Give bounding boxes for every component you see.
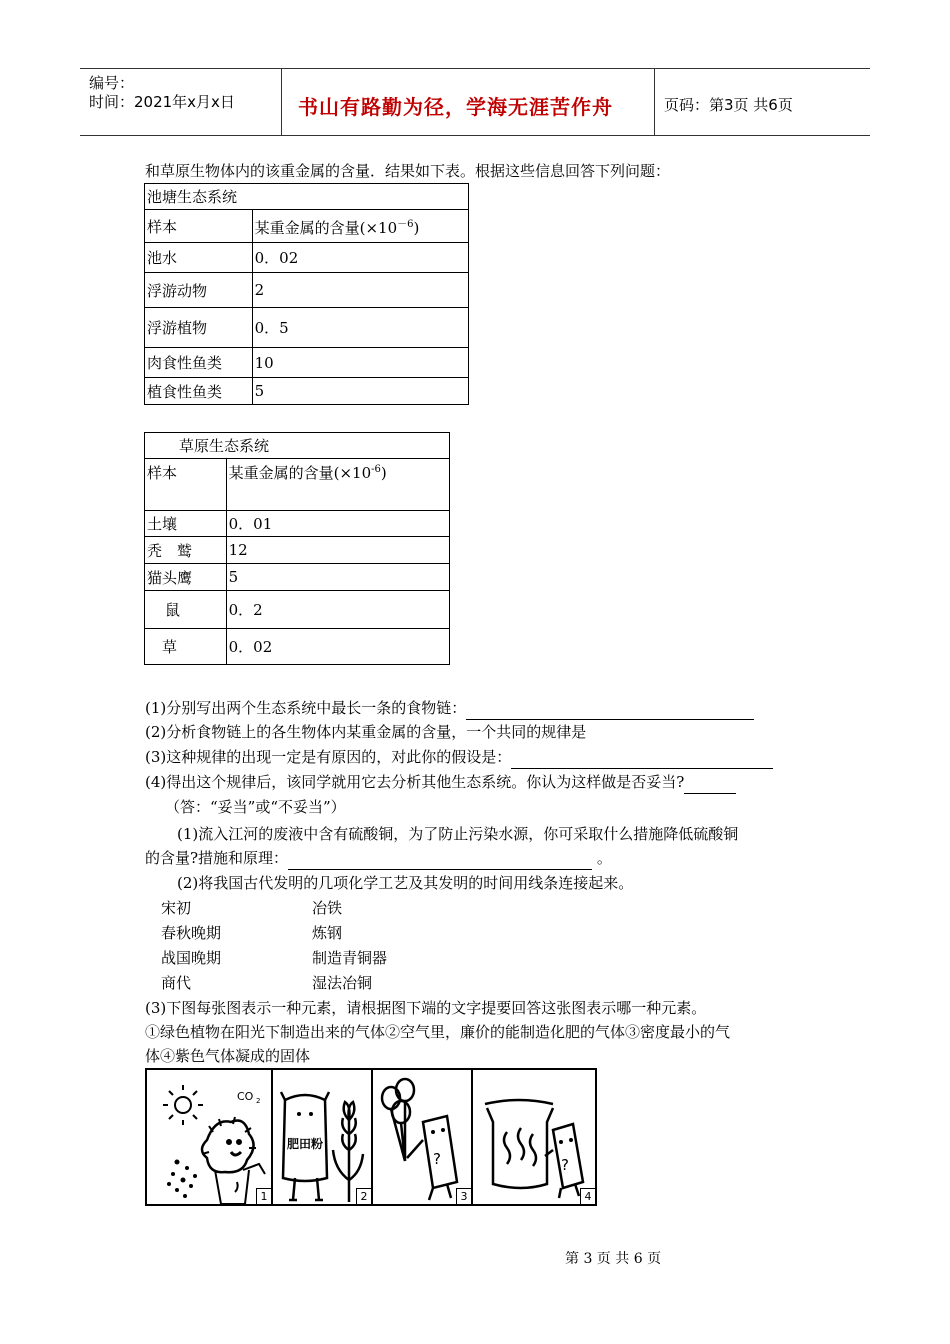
- grassland-row-sample: 土壤: [145, 511, 227, 537]
- grassland-row-sample: 鼠: [145, 591, 227, 629]
- pond-row-value: 2: [252, 273, 468, 308]
- page-footer: 第 3 页 共 6 页: [565, 1251, 662, 1267]
- matching-craft[interactable]: 湿法冶铜: [312, 974, 373, 992]
- matching-time: 商代: [161, 974, 192, 992]
- question-3: [145, 745, 773, 769]
- pond-row-value: 10: [252, 348, 468, 378]
- grassland-table: [144, 432, 450, 665]
- part-2-text: (2)将我国古代发明的几项化学工艺及其发明的时间用线条连接起来。: [177, 874, 634, 892]
- panel-number: 2: [356, 1188, 371, 1204]
- header-divider-left: [281, 69, 282, 135]
- grassland-col-exponent: -6: [371, 464, 381, 475]
- pond-row-sample: 浮游动物: [145, 273, 253, 308]
- panel-number: 4: [580, 1188, 595, 1204]
- fertilizer-bag-label: 肥田粉: [287, 1137, 324, 1151]
- part-3-description-2: 体④紫色气体凝成的固体: [145, 1047, 311, 1065]
- header-time: 时间：2021年x月x日: [89, 93, 235, 111]
- part-1-line-2: [145, 846, 612, 870]
- sun-icon: [175, 1097, 191, 1113]
- pond-col-content: 某重金属的含量$(\times 10^{-6})$: [252, 210, 468, 243]
- balloon-illustration: [373, 1070, 471, 1204]
- pond-row-value: 5: [252, 378, 468, 405]
- question-4-answer-blank[interactable]: [684, 775, 736, 794]
- matching-craft[interactable]: 炼钢: [312, 924, 343, 942]
- question-4-text: (4)得出这个规律后，该同学就用它去分析其他生态系统。你认为这样做是否妥当?: [145, 773, 685, 791]
- grassland-row-value: 5: [226, 564, 449, 591]
- pond-row-sample: 池水: [145, 243, 253, 273]
- grassland-row-value: 0．01: [226, 511, 449, 537]
- figure-panel-4: [473, 1070, 595, 1204]
- question-1: [145, 696, 754, 720]
- question-4-hint: （答：“妥当”或“不妥当”）: [165, 798, 346, 816]
- grassland-table-title: 草原生态系统: [145, 433, 450, 459]
- question-4: [145, 770, 736, 794]
- header-divider-right: [654, 69, 655, 135]
- panel-number: 3: [456, 1188, 471, 1204]
- header-motto: 书山有路勤为径，学海无涯苦作舟: [298, 95, 613, 119]
- part-3-description-1: ①绿色植物在阳光下制造出来的气体②空气里，廉价的能制造化肥的气体③密度最小的气: [145, 1023, 731, 1041]
- co2-label: CO: [237, 1090, 254, 1103]
- grassland-col-content-text: 某重金属的含量(×10: [228, 464, 372, 482]
- header-bottom-rule: [80, 135, 870, 136]
- matching-craft[interactable]: 冶铁: [312, 899, 343, 917]
- pond-col-exponent: －6: [397, 218, 414, 230]
- part-1-line-2-text: 的含量?措施和原理：: [145, 849, 289, 867]
- pond-row-value: 0．02: [252, 243, 468, 273]
- co2-subscript: 2: [256, 1097, 261, 1105]
- grassland-row-sample: 草: [145, 629, 227, 665]
- figure-panel-2: [273, 1070, 373, 1204]
- pond-row-value: 0．5: [252, 308, 468, 348]
- pond-col-sample: 样本: [145, 210, 253, 243]
- question-mark: ?: [433, 1150, 441, 1168]
- header-serial: 编号：: [89, 74, 135, 92]
- pond-row-sample: 浮游植物: [145, 308, 253, 348]
- matching-time: 战国晚期: [161, 949, 222, 967]
- grassland-col-content: 某重金属的含量$(\times 10^{-6})$: [226, 459, 449, 511]
- pond-table: [144, 183, 469, 405]
- iodine-jar-illustration: [473, 1070, 593, 1204]
- question-3-answer-blank[interactable]: [511, 750, 773, 769]
- grassland-col-sample: 样本: [145, 459, 227, 511]
- pond-row-sample: 植食性鱼类: [145, 378, 253, 405]
- grassland-row-sample: 秃 鹫: [145, 537, 227, 564]
- grassland-row-sample: 猫头鹰: [145, 564, 227, 591]
- question-1-text: (1)分别写出两个生态系统中最长一条的食物链：: [145, 699, 467, 717]
- plant-sun-illustration: [147, 1070, 271, 1204]
- header-top-rule: [80, 68, 870, 69]
- question-1-answer-blank[interactable]: [466, 701, 754, 720]
- grassland-row-value: 0．2: [226, 591, 449, 629]
- figure-panel-1: [147, 1070, 273, 1204]
- pond-row-sample: 肉食性鱼类: [145, 348, 253, 378]
- part-1-end-mark: 。: [596, 849, 612, 867]
- pond-col-content-text: 某重金属的含量(×10: [254, 218, 398, 237]
- figure-panel-3: [373, 1070, 473, 1204]
- fertilizer-bag-illustration: [273, 1070, 371, 1204]
- panel-number: 1: [256, 1188, 271, 1204]
- matching-time: 春秋晚期: [161, 924, 222, 942]
- part-1-line-1: (1)流入江河的废液中含有硫酸铜，为了防止污染水源，你可采取什么措施降低硫酸铜: [177, 825, 739, 843]
- element-figure: [145, 1068, 597, 1206]
- question-mark: ?: [561, 1156, 569, 1174]
- matching-craft[interactable]: 制造青铜器: [312, 949, 388, 967]
- question-2: (2)分析食物链上的各生物体内某重金属的含量，一个共同的规律是: [145, 723, 587, 741]
- grassland-row-value: 0．02: [226, 629, 449, 665]
- matching-time: 宋初: [161, 899, 192, 917]
- part-1-answer-blank[interactable]: [288, 851, 592, 870]
- header-page-number: 页码：第3页 共6页: [664, 96, 793, 114]
- grassland-row-value: 12: [226, 537, 449, 564]
- part-3-text: (3)下图每张图表示一种元素，请根据图下端的文字提要回答这张图表示哪一种元素。: [145, 999, 707, 1017]
- question-3-text: (3)这种规律的出现一定是有原因的，对此你的假设是：: [145, 748, 512, 766]
- intro-text: 和草原生物体内的该重金属的含量．结果如下表。根据这些信息回答下列问题：: [145, 162, 671, 180]
- pond-table-title: 池塘生态系统: [145, 184, 469, 210]
